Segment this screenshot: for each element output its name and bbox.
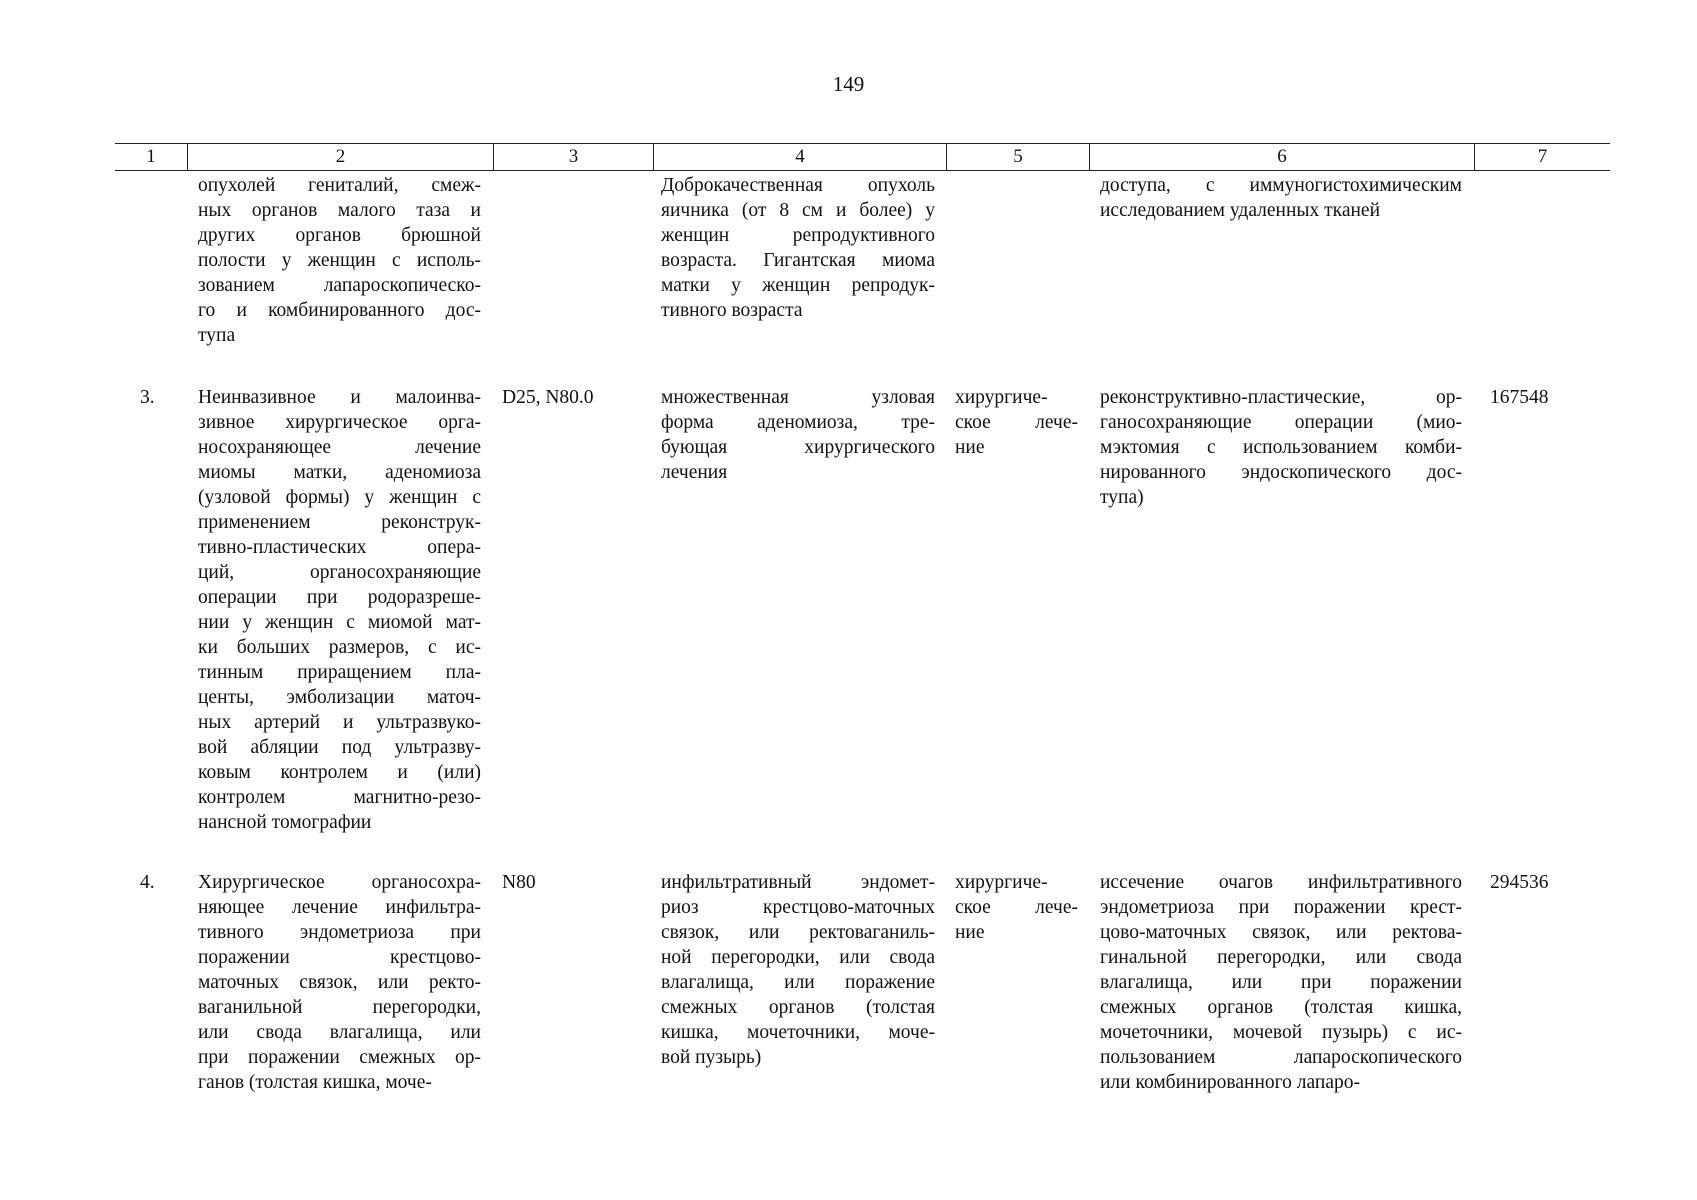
treatment-method [1100, 870, 1462, 1095]
patient-model-line: бующая хирургического [661, 437, 935, 458]
service-name-line: миомы матки, аденомиоза [198, 462, 481, 483]
icd-codes: D25, N80.0 [502, 387, 594, 408]
treatment-method-line: мочеточники, мочевой пузырь) с ис- [1100, 1022, 1462, 1043]
patient-model-line: риоз крестцово-маточных [661, 897, 935, 918]
icd-codes: N80 [502, 872, 536, 893]
patient-model-line: инфильтративный эндомет- [661, 872, 935, 893]
treatment-type-line: ское лече- [955, 897, 1078, 918]
service-name-line: нии у женщин с миомой мат- [198, 612, 481, 633]
patient-model [661, 870, 935, 1070]
row-number: 3. [140, 387, 155, 408]
service-name-line: полости у женщин с исполь- [198, 250, 481, 271]
patient-model-line: лечения [661, 462, 728, 483]
column-header-5: 5 [946, 144, 1089, 170]
treatment-method-line: влагалища, или при поражении [1100, 972, 1462, 993]
service-name-line: при поражении смежных ор- [198, 1047, 481, 1068]
treatment-method-line: тупа) [1100, 487, 1144, 508]
patient-model-line: женщин репродуктивного [661, 225, 935, 246]
table-header [115, 143, 1610, 171]
patient-model-line: вой пузырь) [661, 1047, 762, 1068]
treatment-method-line: или комбинированного лапаро- [1100, 1072, 1360, 1093]
treatment-type [955, 385, 1078, 460]
column-header-4: 4 [653, 144, 946, 170]
treatment-type-line: хирургиче- [955, 872, 1048, 893]
service-name-line: тупа [198, 325, 236, 346]
service-name-line: ваганильной перегородки, [198, 997, 481, 1018]
service-name-line: ных органов малого таза и [198, 200, 481, 221]
service-name-line: носохраняющее лечение [198, 437, 481, 458]
treatment-method-line: нированного эндоскопического дос- [1100, 462, 1462, 483]
service-name-line: применением реконструк- [198, 512, 481, 533]
treatment-method-line: пользованием лапароскопического [1100, 1047, 1462, 1068]
patient-model-line: влагалища, или поражение [661, 972, 935, 993]
patient-model-line: форма аденомиоза, тре- [661, 412, 935, 433]
service-name-line: ций, органосохраняющие [198, 562, 481, 583]
treatment-method [1100, 385, 1462, 510]
page-number: 149 [832, 72, 865, 96]
service-name-line: тивного эндометриоза при [198, 922, 481, 943]
column-header-3: 3 [493, 144, 653, 170]
service-name-line: контролем магнитно-резо- [198, 787, 481, 808]
column-header-6: 6 [1089, 144, 1474, 170]
column-header-1: 1 [146, 146, 156, 167]
treatment-method-line: исследованием удаленных тканей [1100, 200, 1381, 221]
treatment-method-line: иссечение очагов инфильтративного [1100, 872, 1462, 893]
service-name-line: опухолей гениталий, смеж- [198, 175, 481, 196]
service-name-line: ганов (толстая кишка, моче- [198, 1072, 432, 1093]
patient-model-line: матки у женщин репродук- [661, 275, 935, 296]
patient-model-line: Доброкачественная опухоль [661, 175, 935, 196]
treatment-type-line: ское лече- [955, 412, 1078, 433]
treatment-method-line: цово-маточных связок, или ректова- [1100, 922, 1462, 943]
cost-value: 294536 [1490, 872, 1549, 893]
treatment-method [1100, 173, 1462, 223]
service-name-line: (узловой формы) у женщин с [198, 487, 481, 508]
treatment-type [955, 870, 1078, 945]
service-name-line: Хирургическое органосохра- [198, 872, 481, 893]
service-name-line: тивно-пластических опера- [198, 537, 481, 558]
treatment-method-line: смежных органов (толстая кишка, [1100, 997, 1462, 1018]
service-name-line: других органов брюшной [198, 225, 481, 246]
service-name-line: поражении крестцово- [198, 947, 481, 968]
service-name-line: ных артерий и ультразвуко- [198, 712, 481, 733]
service-name-line: зивное хирургическое орга- [198, 412, 481, 433]
row-number: 4. [140, 872, 155, 893]
service-name-line: зованием лапароскопическо- [198, 275, 481, 296]
treatment-type-line: хирургиче- [955, 387, 1048, 408]
service-name-line: няющее лечение инфильтра- [198, 897, 481, 918]
patient-model-line: ной перегородки, или свода [661, 947, 935, 968]
service-name-line: вой абляции под ультразву- [198, 737, 481, 758]
service-name-line: нансной томографии [198, 812, 372, 833]
patient-model-line: возраста. Гигантская миома [661, 250, 935, 271]
patient-model [661, 385, 935, 485]
service-name-line: Неинвазивное и малоинва- [198, 387, 481, 408]
service-name-line: операции при родоразреше- [198, 587, 481, 608]
service-name-line: центы, эмболизации маточ- [198, 687, 481, 708]
cost-value: 167548 [1490, 387, 1549, 408]
service-name [198, 173, 481, 348]
patient-model-line: связок, или ректоваганиль- [661, 922, 935, 943]
treatment-method-line: ганосохраняющие операции (мио- [1100, 412, 1462, 433]
treatment-method-line: эндометриоза при поражении крест- [1100, 897, 1462, 918]
service-name [198, 385, 481, 835]
treatment-method-line: мэктомия с использованием комби- [1100, 437, 1462, 458]
patient-model [661, 173, 935, 323]
column-header-2: 2 [187, 144, 493, 170]
service-name-line: ки больших размеров, с ис- [198, 637, 481, 658]
service-name [198, 870, 481, 1095]
treatment-method-line: гинальной перегородки, или свода [1100, 947, 1462, 968]
column-header-7: 7 [1474, 144, 1610, 170]
patient-model-line: смежных органов (толстая [661, 997, 935, 1018]
service-name-line: маточных связок, или ректо- [198, 972, 481, 993]
service-name-line: или свода влагалища, или [198, 1022, 481, 1043]
service-name-line: го и комбинированного дос- [198, 300, 481, 321]
patient-model-line: тивного возраста [661, 300, 803, 321]
service-name-line: ковым контролем и (или) [198, 762, 481, 783]
treatment-method-line: реконструктивно-пластические, ор- [1100, 387, 1462, 408]
treatment-type-line: ние [955, 922, 985, 943]
patient-model-line: множественная узловая [661, 387, 935, 408]
service-name-line: тинным приращением пла- [198, 662, 481, 683]
patient-model-line: кишка, мочеточники, моче- [661, 1022, 935, 1043]
patient-model-line: яичника (от 8 см и более) у [661, 200, 935, 221]
treatment-method-line: доступа, с иммуногистохимическим [1100, 175, 1462, 196]
treatment-type-line: ние [955, 437, 985, 458]
